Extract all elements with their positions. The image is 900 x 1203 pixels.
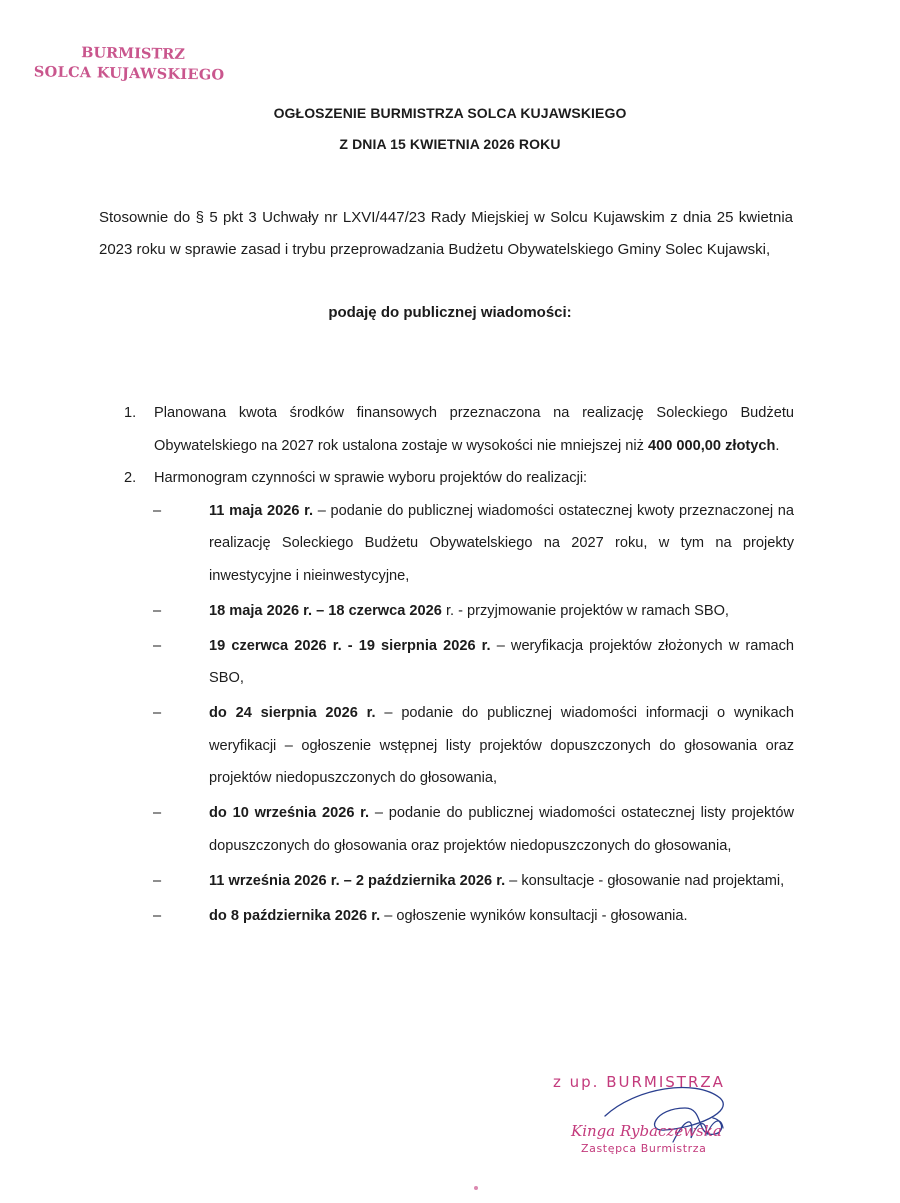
list-item [124, 397, 794, 462]
schedule-text: – konsultacje - głosowanie nad projektami, [505, 872, 785, 889]
schedule-item [71, 595, 794, 628]
list-item-number: 2. [124, 470, 137, 486]
schedule-date: 11 września 2026 r. – 2 października 2026 r. [209, 872, 506, 889]
schedule-text: – podanie do publicznej wiadomości informacji o wynikach weryfikacji – ogłoszenie wstępnej listy projektów dopuszczonych do głosowania oraz projektów niedopuszczonych do głosowania, [209, 705, 794, 786]
schedule-date: 11 maja 2026 r. [209, 502, 314, 519]
lead-statement: podaję do publicznej wiadomości: [328, 304, 572, 321]
schedule-date: do 24 sierpnia 2026 r. [209, 705, 376, 721]
list-item-end: . [775, 437, 780, 454]
stamp-line-2: SOLCA KUJAWSKIEGO [33, 63, 225, 84]
schedule-item [71, 697, 794, 795]
schedule-text: – podanie do publicznej wiadomości ostatecznej kwoty przeznaczonej na realizację Soleckiego Budżetu Obywatelskiego na 2027 roku, w tym na projekty inwestycyjne i nieinwestycyjne, [209, 502, 795, 584]
ink-dot [474, 1186, 478, 1190]
schedule-text: – podanie do publicznej wiadomości ostatecznej listy projektów dopuszczonych do głosowania oraz projektów niedopuszczonych do głosowania, [209, 805, 794, 854]
numbered-list [124, 397, 794, 935]
list-item-text: Harmonogram czynności w sprawie wyboru projektów do realizacji: [154, 470, 588, 486]
dash-bullet: – [153, 872, 162, 889]
dash-bullet: – [153, 705, 162, 721]
dash-bullet: – [153, 502, 162, 519]
schedule-date: 19 czerwca 2026 r. - 19 sierpnia 2026 r. [209, 637, 491, 654]
dash-bullet: – [153, 602, 162, 619]
schedule-item [71, 797, 794, 862]
schedule-date: do 10 września 2026 r. [209, 805, 370, 821]
intro-paragraph: Stosownie do § 5 pkt 3 Uchwały nr LXVI/447/23 Rady Miejskiej w Solcu Kujawskim z dnia 25 kwietnia 2023 roku w sprawie zasad i trybu przeprowadzania Budżetu Obywatelskiego Gminy Solec Kujawski, [99, 209, 793, 258]
schedule-item [71, 495, 794, 593]
signatory-name: Kinga Rybaczewska [571, 1122, 722, 1140]
schedule-text: – ogłoszenie wyników konsultacji - głosowania. [380, 907, 688, 924]
document-title: OGŁOSZENIE BURMISTRZA SOLCA KUJAWSKIEGO [273, 105, 627, 121]
schedule-text: r. - przyjmowanie projektów w ramach SBO, [441, 602, 729, 619]
stamp-line-1: BURMISTRZ [81, 44, 186, 63]
dash-bullet: – [153, 805, 162, 821]
schedule-text: – weryfikacja projektów złożonych w ramach SBO, [209, 637, 795, 686]
signature-block [545, 1068, 775, 1168]
dash-bullet: – [153, 907, 162, 924]
amount-value: 400 000,00 złotych [648, 437, 776, 454]
schedule-item [71, 630, 794, 695]
signatory-role: Zastępca Burmistrza [581, 1142, 707, 1155]
schedule-date: 18 maja 2026 r. – 18 czerwca 2026 [209, 602, 442, 619]
schedule-list [71, 495, 794, 933]
office-stamp [34, 42, 225, 85]
signature-title: z up. BURMISTRZA [553, 1073, 725, 1091]
schedule-item [71, 900, 794, 933]
schedule-item [71, 865, 794, 898]
document-date: Z DNIA 15 KWIETNIA 2026 ROKU [339, 136, 561, 152]
dash-bullet: – [153, 637, 162, 654]
list-item-number: 1. [124, 405, 137, 421]
list-item-text: Planowana kwota środków finansowych przeznaczona na realizację Soleckiego Budżetu Obywatelskiego na 2027 rok ustalona zostaje w wysokości nie mniejszej niż [154, 405, 794, 454]
schedule-date: do 8 października 2026 r. [209, 907, 381, 924]
list-item [124, 462, 794, 495]
